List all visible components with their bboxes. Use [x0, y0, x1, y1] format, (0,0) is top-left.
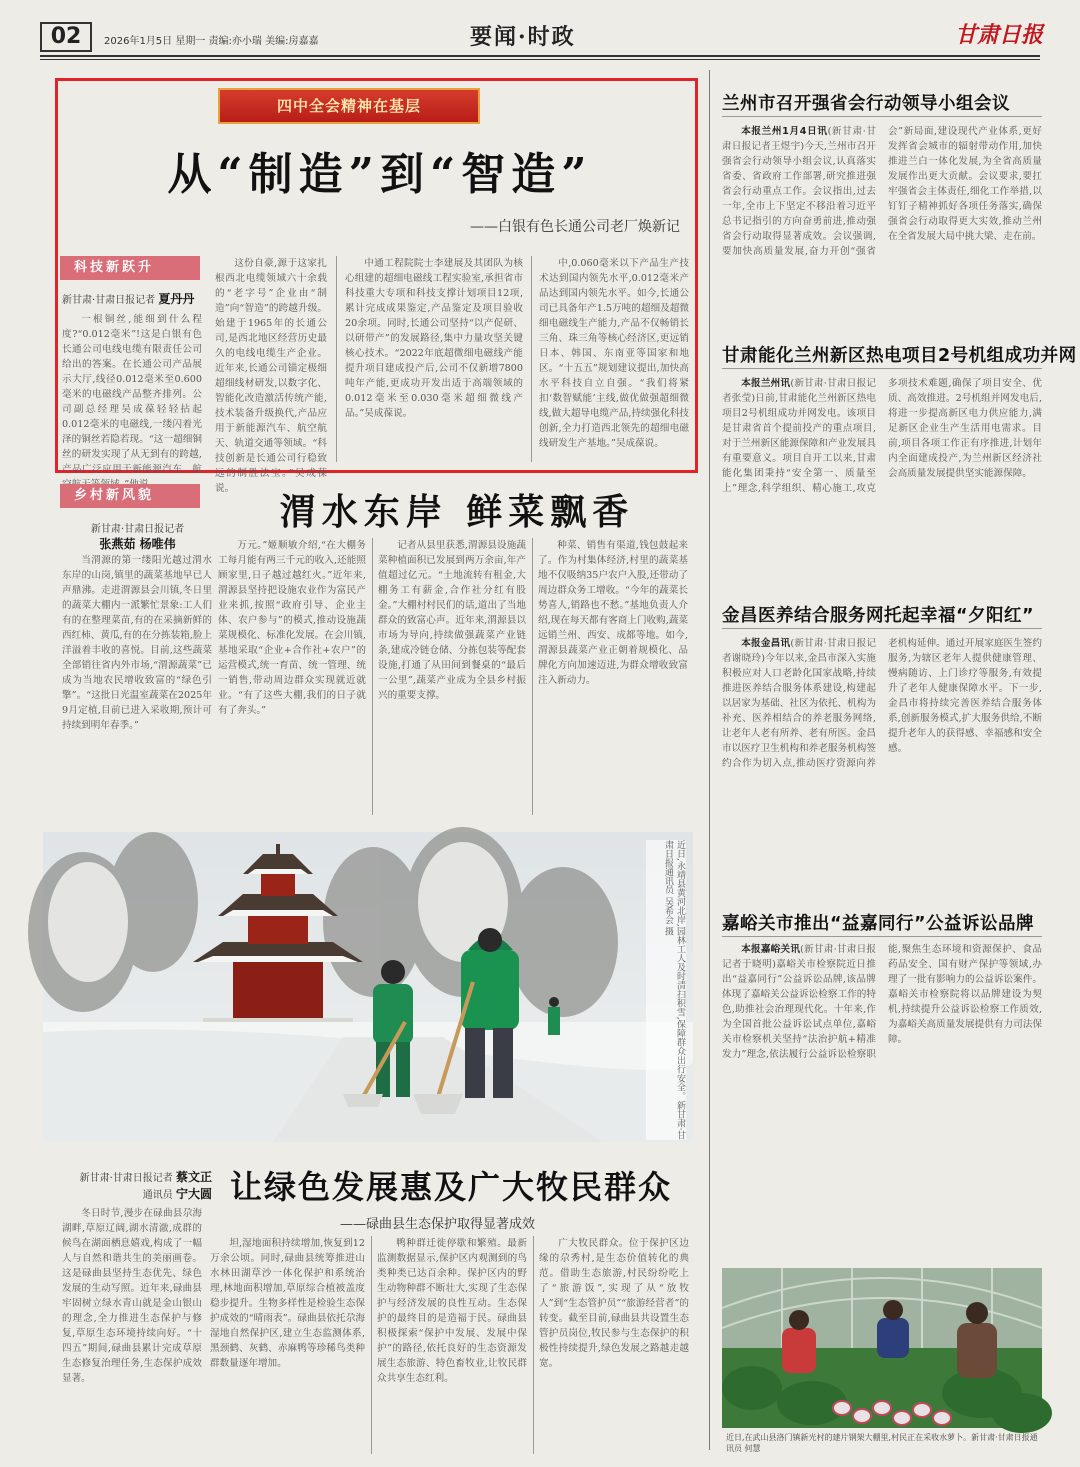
rural-column-1: 当渭源的第一缕阳光越过渭水东岸的山岗,镇里的蔬菜基地早已人声鼎沸。走进渭源县会川镇,冬日里的蔬菜大棚内一派繁忙景象:工人们有的在整理菜苗,有的在采摘新鲜的西红柿、黄瓜,有的在分拣装箱,脸上洋溢着丰收的喜悦。目前,这些蔬菜全部销往省内外市场,“渭源蔬菜”已成为当地农民增收致富的“绿色引擎”。“这批日光温室蔬菜在2025年9月定植,目前已进入采收期,预计可持续到明年春季。”	[62, 555, 213, 731]
green-column-4: 广大牧民群众。位于保护区边缘的尕秀村,是生态价值转化的典范。借助生态旅游,村民纷纷吃上了“旅游饭”,实现了从“放牧人”到“生态管护员”“旅游经营者”的转变。截至目前,碌曲县共设置生态管护员岗位,牧民参与生态保护的积极性持续提升,绿色发展之路越走越宽。	[539, 1238, 689, 1369]
right-article-3-body: 本报金昌讯(新甘肃·甘肃日报记者谢晓玲)今年以来,金昌市深入实施积极应对人口老龄化国家战略,持续推进医养结合服务体系建设,构建起以居家为基础、社区为依托、机构为补充、医养相结合的养老服务网络,让老年人老有所养、老有所医。金昌市以医疗卫生机构和养老服务机构签约合作为切入点,推动医疗资源向养老机构延伸。通过开展家庭医生签约服务,为辖区老年人提供健康管理、慢病随访、上门诊疗等服务,有效提升了老年人健康保障水平。下一步,金昌市将持续完善医养结合服务体系,创新服务模式,扩大服务供给,不断提升老年人的获得感、幸福感和安全感。	[722, 638, 1042, 769]
right-article-3-title: 金昌医养结合服务网托起幸福“夕阳红”	[722, 606, 1035, 626]
green-column-2: 坦,湿地面积持续增加,恢复到12万余公顷。同时,碌曲县统筹推进山水林田湖草沙一体化保护和系统治理,林地面积增加,草原综合植被盖度稳步提升。生物多样性是检验生态保护成效的“晴雨表”。碌曲县依托尕海湿地自然保护区,建立生态监测体系,黑颈鹤、灰鹤、赤麻鸭等珍稀鸟类种群数量逐年增加。	[210, 1238, 365, 1369]
green-subheadline: ——碌曲县生态保护取得显著成效	[340, 1217, 536, 1232]
green-column-3: 鸭种群迁徙停歇和繁殖。最新监测数据显示,保护区内观测到的鸟类种类已达百余种。保护区内的野生动物种群不断壮大,实现了生态保护与经济发展的良性互动。生态保护的最终目的是造福于民。碌曲县积极探索“保护中发展、发展中保护”的路径,依托良好的生态资源发展生态旅游、特色畜牧业,让牧民群众共享生态红利。	[377, 1238, 527, 1384]
snow-photo-caption: 近日,永靖县黄河北岸,园林工人及时清扫积雪,保障群众出行安全。新甘肃·甘肃日报通讯员 吴希会 摄	[646, 840, 686, 1140]
rural-byline-name: 张燕茹 杨唯伟	[99, 537, 176, 551]
rural-column-4: 种菜、销售有渠道,钱包鼓起来了。作为村集体经济,村里的蔬菜基地不仅吸纳35户农户入股,还带动了周边群众务工增收。“今年的蔬菜长势喜人,销路也不愁。”基地负责人介绍,现在每天都有客商上门收购,蔬菜远销兰州、西安、成都等地。如今,渭源县蔬菜产业正朝着规模化、品牌化方向加速迈进,为群众增收致富注入新动力。	[538, 540, 689, 686]
feature-byline-prefix: 新甘肃·甘肃日报记者	[62, 295, 156, 306]
right-article-1-title: 兰州市召开强省会行动领导小组会议	[722, 94, 1010, 114]
feature-byline	[62, 290, 202, 307]
feature-column-3: 中通工程院院士李建展及其团队为核心组建的超细电磁线工程实验室,承担省市科技重大专项和科技支撑计划项目12项,累计完成成果鉴定,产品鉴定及项目验收20余项。同时,长通公司坚持“以产促研、以研带产”的发展路径,集中力量攻坚关键核心技术。“2022年底超微细电磁线产能提升项目建成投产后,公司不仅新增7800吨年产能,更成功开发出适于高端领域的0.012毫米至0.030毫米超细微线产品。”吴成葆说。	[345, 258, 523, 419]
rural-column-3: 记者从县里获悉,渭源县设施蔬菜种植面积已发展到两万余亩,年产值超过亿元。“土地流转有租金,大棚务工有薪金,合作社分红有股金。”大棚村村民们的话,道出了当地群众的致富心声。近年来,渭源县以市场为导向,持续做强蔬菜产业链条,建成冷链仓储、分拣包装等配套设施,打通了从田间到餐桌的“最后一公里”,蔬菜产业成为全县乡村振兴的重要支撑。	[378, 540, 526, 701]
green-headline: 让绿色发展惠及广大牧民群众	[230, 1168, 673, 1206]
rural-byline-prefix: 新甘肃·甘肃日报记者	[90, 524, 185, 535]
feature-column-tag: 科技新跃升	[60, 256, 200, 280]
snow-clearing-photo	[43, 832, 693, 1142]
green-byline-prefix2: 通讯员	[142, 1190, 173, 1201]
section-title: 要闻·时政	[470, 24, 576, 50]
green-byline-prefix: 新甘肃·甘肃日报记者	[79, 1173, 173, 1184]
radish-harvest-photo	[722, 1268, 1042, 1428]
header-rule-thin	[40, 59, 1040, 60]
green-byline-name2: 宁大圆	[175, 1187, 212, 1201]
feature-column-4: 中,0.060毫米以下产品生产技术达到国内领先水平,0.012毫米产品达到国内领先水平。如今,长通公司已具备年产1.5万吨的超细及超微细电磁线生产能力,产品不仅畅销长三角、珠三角等核心经济区,更远销日本、韩国、东南亚等国家和地区。“十五五”规划建议提出,加快高水平科技自立自强。“我们将紧扣‘数智赋能’主线,做优做强超细微线,做大超导电缆产品,持续强化科技创新,全力打造西北领先的超细电磁线研发生产基地。”吴成葆说。	[539, 258, 690, 449]
newspaper-logo: 甘肃日报	[955, 22, 1044, 48]
green-byline-name: 蔡文正	[175, 1170, 212, 1184]
header-rule	[40, 55, 1040, 57]
right-article-1-body: 本报兰州1月4日讯(新甘肃·甘肃日报记者王煜宇)今天,兰州市召开强省会行动领导小组会议,认真落实省委、省政府工作部署,研究推进强省会行动重点工作。会议指出,过去一年,全市上下坚定不移沿着习近平总书记指引的方向奋勇前进,推动强省会行动取得显著成效。会议强调,要加快高质量发展,奋力开创“强省会”新局面,建设现代产业体系,更好发挥省会城市的辐射带动作用,加快推进兰白一体化发展,为全省高质量发展作出更大贡献。会议要求,要扛牢强省会主体责任,细化工作举措,以钉钉子精神抓好各项任务落实,确保强省会行动取得更大实效,推动兰州在全省发展大局中挑大梁、走在前。	[722, 126, 1042, 257]
feature-banner: 四中全会精神在基层	[218, 88, 480, 124]
right-article-4-body: 本报嘉峪关讯(新甘肃·甘肃日报记者于晓明)嘉峪关市检察院近日推出“益嘉同行”公益诉讼品牌,该品牌体现了嘉峪关公益诉讼检察工作的特色,助推社会治理现代化。十年来,作为全国首批公益诉讼试点单位,嘉峪关市检察机关坚持“法治护航+精准发力”理念,依法履行公益诉讼检察职能,聚焦生态环境和资源保护、食品药品安全、国有财产保护等领域,办理了一批有影响力的公益诉讼案件。嘉峪关市检察院将以品牌建设为契机,持续提升公益诉讼检察工作质效,为嘉峪关高质量发展提供有力司法保障。	[722, 944, 1042, 1060]
rural-column-tag: 乡村新风貌	[60, 484, 200, 508]
feature-column-2: 这份自豪,源于这家扎根西北电缆领域六十余载的“老字号”企业由“制造”向“智造”的跨越升级。始建于1965年的长通公司,是西北地区经营历史最久的电线电缆生产企业。近年来,长通公司锚定极细超细线材研发,以数字化、智能化改造激活传统产能,技术装备升级换代,产品应用于新能源汽车、航空航天、轨道交通等领域。“科技创新是长通公司行稳致远的制胜法宝。”吴成葆说。	[215, 258, 327, 494]
rural-headline: 渭水东岸 鲜菜飘香	[279, 492, 635, 533]
header-info: 2026年1月5日 星期一 责编:亦小瑞 美编:房嘉嘉	[104, 36, 319, 47]
rural-byline	[70, 520, 205, 552]
right-article-2-body: 本报兰州讯(新甘肃·甘肃日报记者张莹)日前,甘肃能化兰州新区热电项目2号机组成功并网发电。该项目是甘肃省首个提前投产的重点项目,对于兰州新区能源保障和产业发展具有重要意义。项目自开工以来,甘肃能化集团秉持“安全第一、质量至上”理念,科学组织、精心施工,攻克多项技术难题,确保了项目安全、优质、高效推进。2号机组并网发电后,将进一步提高新区电力供应能力,满足新区企业生产生活用电需求。目前,项目各项工作正有序推进,计划年内全面建成投产,为兰州新区经济社会高质量发展提供坚实能源保障。	[722, 378, 1042, 494]
feature-subheadline: ——白银有色长通公司老厂焕新记	[470, 219, 680, 235]
right-article-4-title: 嘉峪关市推出“益嘉同行”公益诉讼品牌	[722, 914, 1035, 934]
feature-byline-name: 夏丹丹	[158, 292, 195, 306]
green-column-1: 冬日时节,漫步在碌曲县尕海湖畔,草原辽阔,湖水清澈,成群的候鸟在湖面栖息嬉戏,构成了一幅人与自然和谐共生的美丽画卷。这是碌曲县坚持生态优先、绿色发展的生动写照。近年来,碌曲县牢固树立绿水青山就是金山银山的理念,全力推进生态保护与修复,草原生态环境持续向好。“十四五”期间,碌曲县累计完成草原生态修复治理任务,生态保护成效显著。	[62, 1208, 202, 1384]
feature-column-1: 一根铜丝,能细到什么程度?“0.012毫米”!这是白银有色长通公司电线电缆有限责任公司给出的答案。在长通公司产品展示大厅,线径0.012毫米至0.600毫米的电磁线产品整齐排列。公司副总经理吴成葆轻轻拈起0.012毫米的电磁线,一缕闪着光泽的铜丝若隐若现。“这一超细铜丝的研发实现了从无到有的跨越,产品广泛应用于新能源汽车、航	[62, 314, 202, 475]
right-article-2-title: 甘肃能化兰州新区热电项目2号机组成功并网	[722, 346, 1077, 366]
radish-photo-caption: 近日,在武山县洛门镇新光村的建片钢架大棚里,村民正在采收水萝卜。新甘肃·甘肃日报通讯员 何慧	[726, 1433, 1038, 1453]
page-number: 02	[40, 22, 92, 52]
green-byline	[62, 1168, 212, 1202]
feature-headline: 从“制造”到“智造”	[167, 149, 593, 200]
rural-column-2: 万元。”姬顺敏介绍,“在大棚务工每月能有两三千元的收入,还能照顾家里,日子越过越红火。”近年来,渭源县坚持把设施农业作为富民产业来抓,按照“政府引导、企业主体、农户参与”的模式,推动设施蔬菜规模化、标准化发展。在会川镇,基地采取“企业+合作社+农户”的运营模式,统一育苗、统一管理、统一销售,带动周边群众实现就近就业。“有了这些大棚,我们的日子就有了奔头。”	[218, 540, 366, 716]
